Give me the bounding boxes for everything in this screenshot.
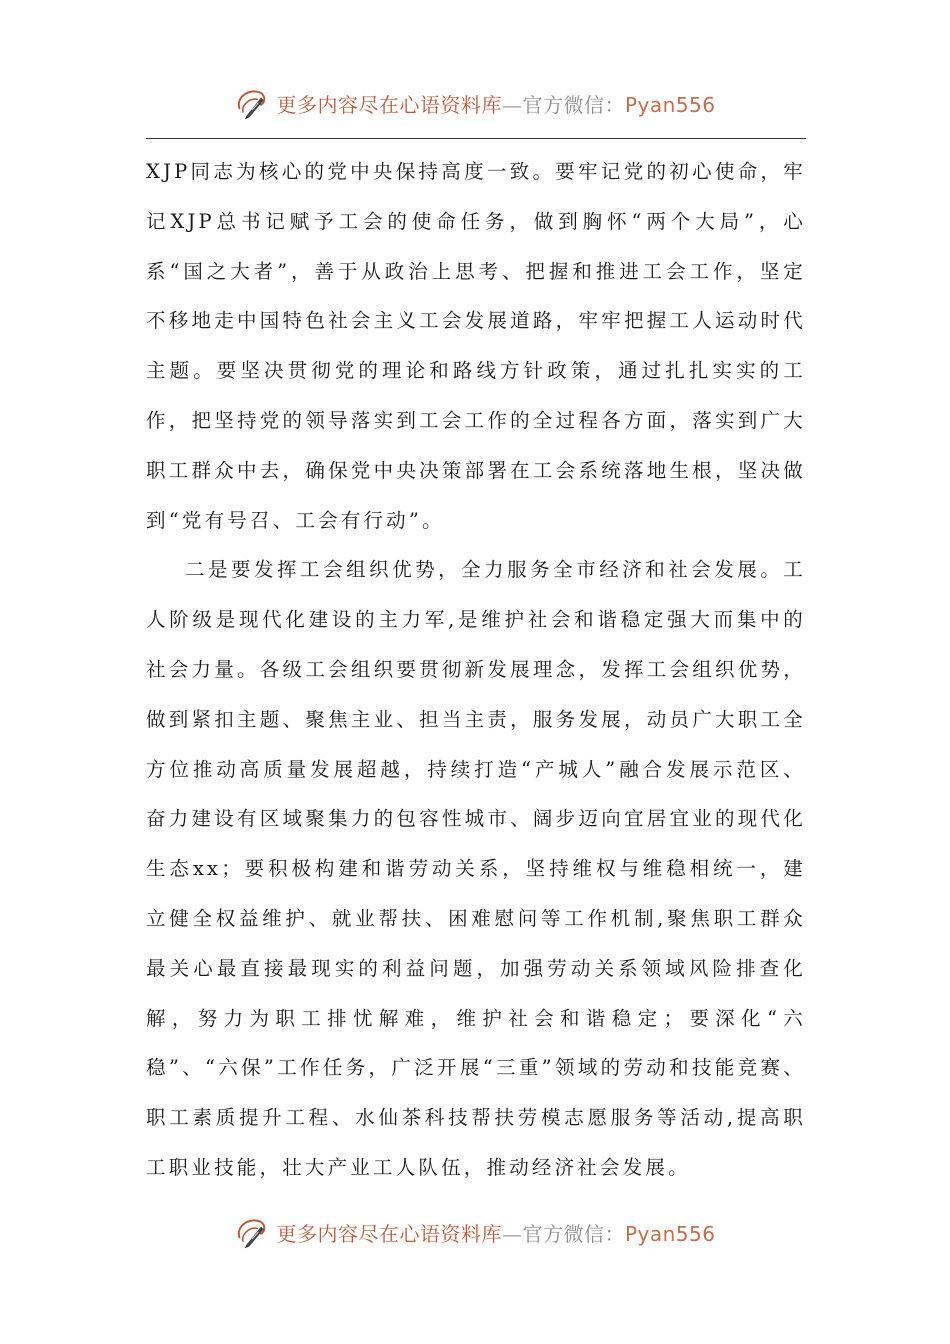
document-body — [146, 147, 806, 1193]
banner-separator: — — [501, 1221, 523, 1246]
banner-wechat-id: Pyan556 — [624, 92, 716, 117]
footer-banner — [0, 1207, 950, 1257]
banner-wechat-id: Pyan556 — [624, 1221, 716, 1246]
header-banner — [0, 78, 950, 128]
banner-library-text: 更多内容尽在心语资料库 — [276, 1221, 502, 1246]
banner-wechat-label: 官方微信： — [522, 92, 625, 117]
quill-pen-swirl-icon — [234, 85, 270, 121]
quill-pen-swirl-icon — [234, 1214, 270, 1250]
header-divider — [146, 138, 806, 139]
paragraph-1: XJP同志为核心的党中央保持高度一致。要牢记党的初心使命，牢记XJP总书记赋予工会的使命任务，做到胸怀“两个大局”，心系“国之大者”，善于从政治上思考、把握和推进工会工作，坚定不移地走中国特色社会主义工会发展道路，牢牢把握工人运动时代主题。要坚决贯彻党的理论和路线方针政策，通过扎扎实实的工作，把坚持党的领导落实到工会工作的全过程各方面，落实到广大职工群众中去，确保党中央决策部署在工会系统落地生根，坚决做到“党有号召、工会有行动”。 — [146, 160, 806, 532]
banner-library-text: 更多内容尽在心语资料库 — [276, 92, 502, 117]
banner-separator: — — [501, 92, 523, 117]
banner-wechat-label: 官方微信： — [522, 1221, 625, 1246]
paragraph-2: 二是要发挥工会组织优势，全力服务全市经济和社会发展。工人阶级是现代化建设的主力军,是维护社会和谐稳定强大而集中的社会力量。各级工会组织要贯彻新发展理念，发挥工会组织优势，做到紧扣主题、聚焦主业、担当主责，服务发展，动员广大职工全方位推动高质量发展超越，持续打造“产城人”融合发展示范区、奋力建设有区域聚集力的包容性城市、阔步迈向宜居宜业的现代化生态xx；要积极构建和谐劳动关系，坚持维权与维稳相统一，建立健全权益维护、就业帮扶、困难慰问等工作机制,聚焦职工群众最关心最直接最现实的利益问题，加强劳动关系领域风险排查化解，努力为职工排忧解难，维护社会和谐稳定；要深化“六稳”、“六保”工作任务，广泛开展“三重”领域的劳动和技能竞赛、职工素质提升工程、水仙茶科技帮扶劳模志愿服务等活动,提高职工职业技能，壮大产业工人队伍，推动经济社会发展。 — [146, 558, 806, 1179]
